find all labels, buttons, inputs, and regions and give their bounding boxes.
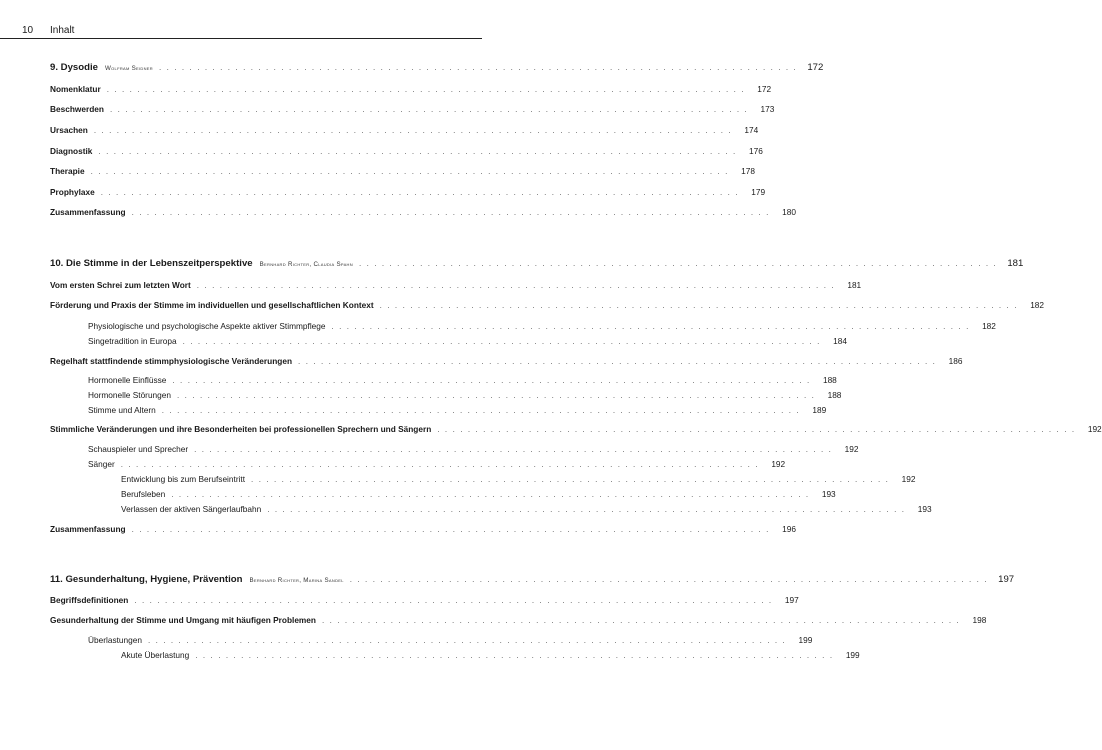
dot-leader: . . . . . . . . . . . . . . . . . . . . . . . . . . . . . . . . . . . . . . . . . . . . . . . . . . . . . . . . . . . . . . . . . . . . . . . . . . . . . . . . . . . . — [195, 651, 834, 660]
dot-leader: . . . . . . . . . . . . . . . . . . . . . . . . . . . . . . . . . . . . . . . . . . . . . . . . . . . . . . . . . . . . . . . . . . . . . . . . . . . . . . . . . . . . — [267, 505, 906, 514]
toc-entry-title: Therapie — [50, 166, 85, 176]
dot-leader: . . . . . . . . . . . . . . . . . . . . . . . . . . . . . . . . . . . . . . . . . . . . . . . . . . . . . . . . . . . . . . . . . . . . . . . . . . . . . . . . . . . . — [90, 167, 729, 176]
toc-entry-title: Diagnostik — [50, 146, 93, 156]
toc-entry-page: 176 — [748, 146, 763, 156]
toc-entry-page: 186 — [948, 356, 963, 366]
toc-entry-title: Gesunderhaltung der Stimme und Umgang mit häufigen Problemen — [50, 615, 316, 625]
toc-entry-page: 199 — [798, 635, 813, 645]
toc-entry-title: Singetradition in Europa — [88, 336, 177, 346]
toc-entry — [88, 319, 996, 333]
toc-entry — [88, 373, 837, 387]
dot-leader: . . . . . . . . . . . . . . . . . . . . . . . . . . . . . . . . . . . . . . . . . . . . . . . . . . . . . . . . . . . . . . . . . . . . . . . . . . . . . . . . . . . . — [161, 406, 801, 415]
toc-entry-page: 193 — [917, 504, 932, 514]
toc-entry-page: 193 — [821, 489, 836, 499]
toc-entry-page: 173 — [760, 104, 775, 114]
toc-entry — [50, 185, 766, 199]
toc-entry-title: Regelhaft stattfindende stimmphysiologische Veränderungen — [50, 356, 293, 366]
toc-entry-authors: Bernhard Richter, Marina Sandel — [249, 577, 344, 584]
toc-entry-title: Stimme und Altern — [88, 405, 156, 415]
toc-entry-title: Nomenklatur — [50, 84, 101, 94]
toc-entry — [50, 205, 797, 219]
dot-leader: . . . . . . . . . . . . . . . . . . . . . . . . . . . . . . . . . . . . . . . . . . . . . . . . . . . . . . . . . . . . . . . . . . . . . . . . . . . . . . . . . . . . — [349, 575, 989, 584]
toc-entry-title: Zusammenfassung — [50, 207, 126, 217]
toc-entry — [50, 144, 763, 158]
toc-entry-page: 197 — [998, 574, 1015, 585]
dot-leader: . . . . . . . . . . . . . . . . . . . . . . . . . . . . . . . . . . . . . . . . . . . . . . . . . . . . . . . . . . . . . . . . . . . . . . . . . . . . . . . . . . . . — [147, 636, 787, 645]
toc-entry-authors: Bernhard Richter, Claudia Spahn — [259, 261, 353, 268]
toc-entry — [121, 502, 932, 516]
toc-chapter-entry — [50, 61, 824, 75]
toc-entry-page: 192 — [771, 459, 786, 469]
dot-leader: . . . . . . . . . . . . . . . . . . . . . . . . . . . . . . . . . . . . . . . . . . . . . . . . . . . . . . . . . . . . . . . . . . . . . . . . . . . . . . . . . . . . — [134, 596, 773, 605]
toc-entry-page: 197 — [784, 595, 799, 605]
dot-leader: . . . . . . . . . . . . . . . . . . . . . . . . . . . . . . . . . . . . . . . . . . . . . . . . . . . . . . . . . . . . . . . . . . . . . . . . . . . . . . . . . . . . — [358, 259, 998, 268]
toc-entry-page: 196 — [782, 524, 797, 534]
toc-entry-page: 182 — [1030, 300, 1045, 310]
toc-entry-title: Vom ersten Schrei zum letzten Wort — [50, 280, 191, 290]
dot-leader: . . . . . . . . . . . . . . . . . . . . . . . . . . . . . . . . . . . . . . . . . . . . . . . . . . . . . . . . . . . . . . . . . . . . . . . . . . . . . . . . . . . . — [298, 357, 937, 366]
dot-leader: . . . . . . . . . . . . . . . . . . . . . . . . . . . . . . . . . . . . . . . . . . . . . . . . . . . . . . . . . . . . . . . . . . . . . . . . . . . . . . . . . . . . — [177, 391, 816, 400]
toc-entry — [121, 487, 836, 501]
dot-leader: . . . . . . . . . . . . . . . . . . . . . . . . . . . . . . . . . . . . . . . . . . . . . . . . . . . . . . . . . . . . . . . . . . . . . . . . . . . . . . . . . . . . — [93, 126, 733, 135]
toc-entry-page: 188 — [822, 375, 837, 385]
running-head — [22, 22, 480, 38]
toc-entry-title: 11. Gesunderhaltung, Hygiene, Prävention — [50, 574, 243, 585]
dot-leader: . . . . . . . . . . . . . . . . . . . . . . . . . . . . . . . . . . . . . . . . . . . . . . . . . . . . . . . . . . . . . . . . . . . . . . . . . . . . . . . . . . . . — [172, 376, 811, 385]
toc-entry — [50, 593, 799, 607]
dot-leader: . . . . . . . . . . . . . . . . . . . . . . . . . . . . . . . . . . . . . . . . . . . . . . . . . . . . . . . . . . . . . . . . . . . . . . . . . . . . . . . . . . . . — [120, 460, 760, 469]
toc-entry — [88, 334, 847, 348]
toc-entry-page: 172 — [807, 62, 824, 73]
page-number: 10 — [22, 24, 34, 36]
toc-entry-page: 188 — [827, 390, 842, 400]
toc-entry — [50, 164, 755, 178]
toc-entry-page: 181 — [847, 280, 862, 290]
toc-entry-page: 172 — [757, 84, 772, 94]
toc-entry-title: Verlassen der aktiven Sängerlaufbahn — [121, 504, 262, 514]
dot-leader: . . . . . . . . . . . . . . . . . . . . . . . . . . . . . . . . . . . . . . . . . . . . . . . . . . . . . . . . . . . . . . . . . . . . . . . . . . . . . . . . . . . . — [131, 208, 771, 217]
dot-leader: . . . . . . . . . . . . . . . . . . . . . . . . . . . . . . . . . . . . . . . . . . . . . . . . . . . . . . . . . . . . . . . . . . . . . . . . . . . . . . . . . . . . — [98, 147, 737, 156]
toc-entry-page: 198 — [972, 615, 987, 625]
toc-entry-title: Förderung und Praxis der Stimme im individuellen und gesellschaftlichen Kontext — [50, 300, 374, 310]
toc-entry-page: 180 — [782, 207, 797, 217]
toc-entry-page: 184 — [833, 336, 847, 346]
toc-entry — [50, 522, 797, 536]
toc-entry-title: Sänger — [88, 459, 115, 469]
toc-entry-authors: Wolfram Seidner — [105, 65, 153, 72]
toc-entry-page: 174 — [744, 125, 759, 135]
toc-entry-title: Zusammenfassung — [50, 524, 126, 534]
dot-leader: . . . . . . . . . . . . . . . . . . . . . . . . . . . . . . . . . . . . . . . . . . . . . . . . . . . . . . . . . . . . . . . . . . . . . . . . . . . . . . . . . . . . — [196, 281, 836, 290]
toc-entry-title: Stimmliche Veränderungen und ihre Besonderheiten bei professionellen Sprechern und Sängern — [50, 424, 432, 434]
toc-entry — [121, 648, 860, 662]
toc-entry-title: Überlastungen — [88, 635, 142, 645]
dot-leader: . . . . . . . . . . . . . . . . . . . . . . . . . . . . . . . . . . . . . . . . . . . . . . . . . . . . . . . . . . . . . . . . . . . . . . . . . . . . . . . . . . . . — [437, 425, 1076, 434]
dot-leader: . . . . . . . . . . . . . . . . . . . . . . . . . . . . . . . . . . . . . . . . . . . . . . . . . . . . . . . . . . . . . . . . . . . . . . . . . . . . . . . . . . . . — [171, 490, 810, 499]
dot-leader: . . . . . . . . . . . . . . . . . . . . . . . . . . . . . . . . . . . . . . . . . . . . . . . . . . . . . . . . . . . . . . . . . . . . . . . . . . . . . . . . . . . . — [379, 301, 1019, 310]
dot-leader: . . . . . . . . . . . . . . . . . . . . . . . . . . . . . . . . . . . . . . . . . . . . . . . . . . . . . . . . . . . . . . . . . . . . . . . . . . . . . . . . . . . . — [251, 475, 890, 484]
dot-leader: . . . . . . . . . . . . . . . . . . . . . . . . . . . . . . . . . . . . . . . . . . . . . . . . . . . . . . . . . . . . . . . . . . . . . . . . . . . . . . . . . . . . — [100, 188, 740, 197]
toc-entry-title: Physiologische und psychologische Aspekte aktiver Stimmpflege — [88, 321, 326, 331]
toc-entry-title: Ursachen — [50, 125, 88, 135]
toc-entry — [50, 298, 1045, 312]
toc-entry-page: 189 — [812, 405, 827, 415]
toc-chapter-entry — [50, 257, 1024, 271]
toc-entry-page: 192 — [901, 474, 916, 484]
dot-leader: . . . . . . . . . . . . . . . . . . . . . . . . . . . . . . . . . . . . . . . . . . . . . . . . . . . . . . . . . . . . . . . . . . . . . . . . . . . . . . . . . . . . — [182, 337, 821, 346]
dot-leader: . . . . . . . . . . . . . . . . . . . . . . . . . . . . . . . . . . . . . . . . . . . . . . . . . . . . . . . . . . . . . . . . . . . . . . . . . . . . . . . . . . . . — [109, 105, 749, 114]
toc-entry-page: 181 — [1007, 258, 1024, 269]
toc-entry-title: Akute Überlastung — [121, 650, 190, 660]
toc-entry-title: Berufsleben — [121, 489, 166, 499]
toc-entry-title: Prophylaxe — [50, 187, 95, 197]
toc-entry-title: Entwicklung bis zum Berufseintritt — [121, 474, 246, 484]
dot-leader: . . . . . . . . . . . . . . . . . . . . . . . . . . . . . . . . . . . . . . . . . . . . . . . . . . . . . . . . . . . . . . . . . . . . . . . . . . . . . . . . . . . . — [158, 63, 798, 72]
toc-entry-title: Hormonelle Einflüsse — [88, 375, 167, 385]
toc-entry-title: 9. Dysodie — [50, 62, 98, 73]
dot-leader: . . . . . . . . . . . . . . . . . . . . . . . . . . . . . . . . . . . . . . . . . . . . . . . . . . . . . . . . . . . . . . . . . . . . . . . . . . . . . . . . . . . . — [322, 616, 961, 625]
toc-entry — [88, 403, 827, 417]
toc-entry-page: 182 — [982, 321, 996, 331]
toc-entry-title: Begriffsdefinitionen — [50, 595, 129, 605]
toc-entry — [50, 278, 862, 292]
toc-entry — [50, 82, 772, 96]
dot-leader: . . . . . . . . . . . . . . . . . . . . . . . . . . . . . . . . . . . . . . . . . . . . . . . . . . . . . . . . . . . . . . . . . . . . . . . . . . . . . . . . . . . . — [194, 445, 833, 454]
dot-leader: . . . . . . . . . . . . . . . . . . . . . . . . . . . . . . . . . . . . . . . . . . . . . . . . . . . . . . . . . . . . . . . . . . . . . . . . . . . . . . . . . . . . — [106, 85, 746, 94]
toc-entry-page: 178 — [741, 166, 755, 176]
toc-entry — [50, 102, 775, 116]
toc-entry-title: Schauspieler und Sprecher — [88, 444, 189, 454]
toc-entry — [50, 422, 1102, 436]
section-title: Inhalt — [50, 24, 75, 36]
toc-entry — [121, 472, 916, 486]
toc-entry-page: 192 — [1087, 424, 1102, 434]
toc-entry-title: Hormonelle Störungen — [88, 390, 172, 400]
toc-entry-title: 10. Die Stimme in der Lebenszeitperspektive — [50, 258, 253, 269]
toc-chapter-entry — [50, 573, 1015, 587]
toc-entry — [50, 354, 963, 368]
toc-entry — [50, 123, 759, 137]
header-rule — [0, 38, 482, 39]
toc-entry — [88, 442, 859, 456]
toc-entry-title: Beschwerden — [50, 104, 104, 114]
dot-leader: . . . . . . . . . . . . . . . . . . . . . . . . . . . . . . . . . . . . . . . . . . . . . . . . . . . . . . . . . . . . . . . . . . . . . . . . . . . . . . . . . . . . — [331, 322, 970, 331]
toc-entry — [88, 633, 813, 647]
dot-leader: . . . . . . . . . . . . . . . . . . . . . . . . . . . . . . . . . . . . . . . . . . . . . . . . . . . . . . . . . . . . . . . . . . . . . . . . . . . . . . . . . . . . — [131, 525, 771, 534]
toc-entry-page: 179 — [751, 187, 766, 197]
toc-entry-page: 192 — [844, 444, 859, 454]
toc-entry-page: 199 — [845, 650, 860, 660]
toc-entry — [50, 613, 987, 627]
toc-entry — [88, 457, 786, 471]
toc-entry — [88, 388, 842, 402]
